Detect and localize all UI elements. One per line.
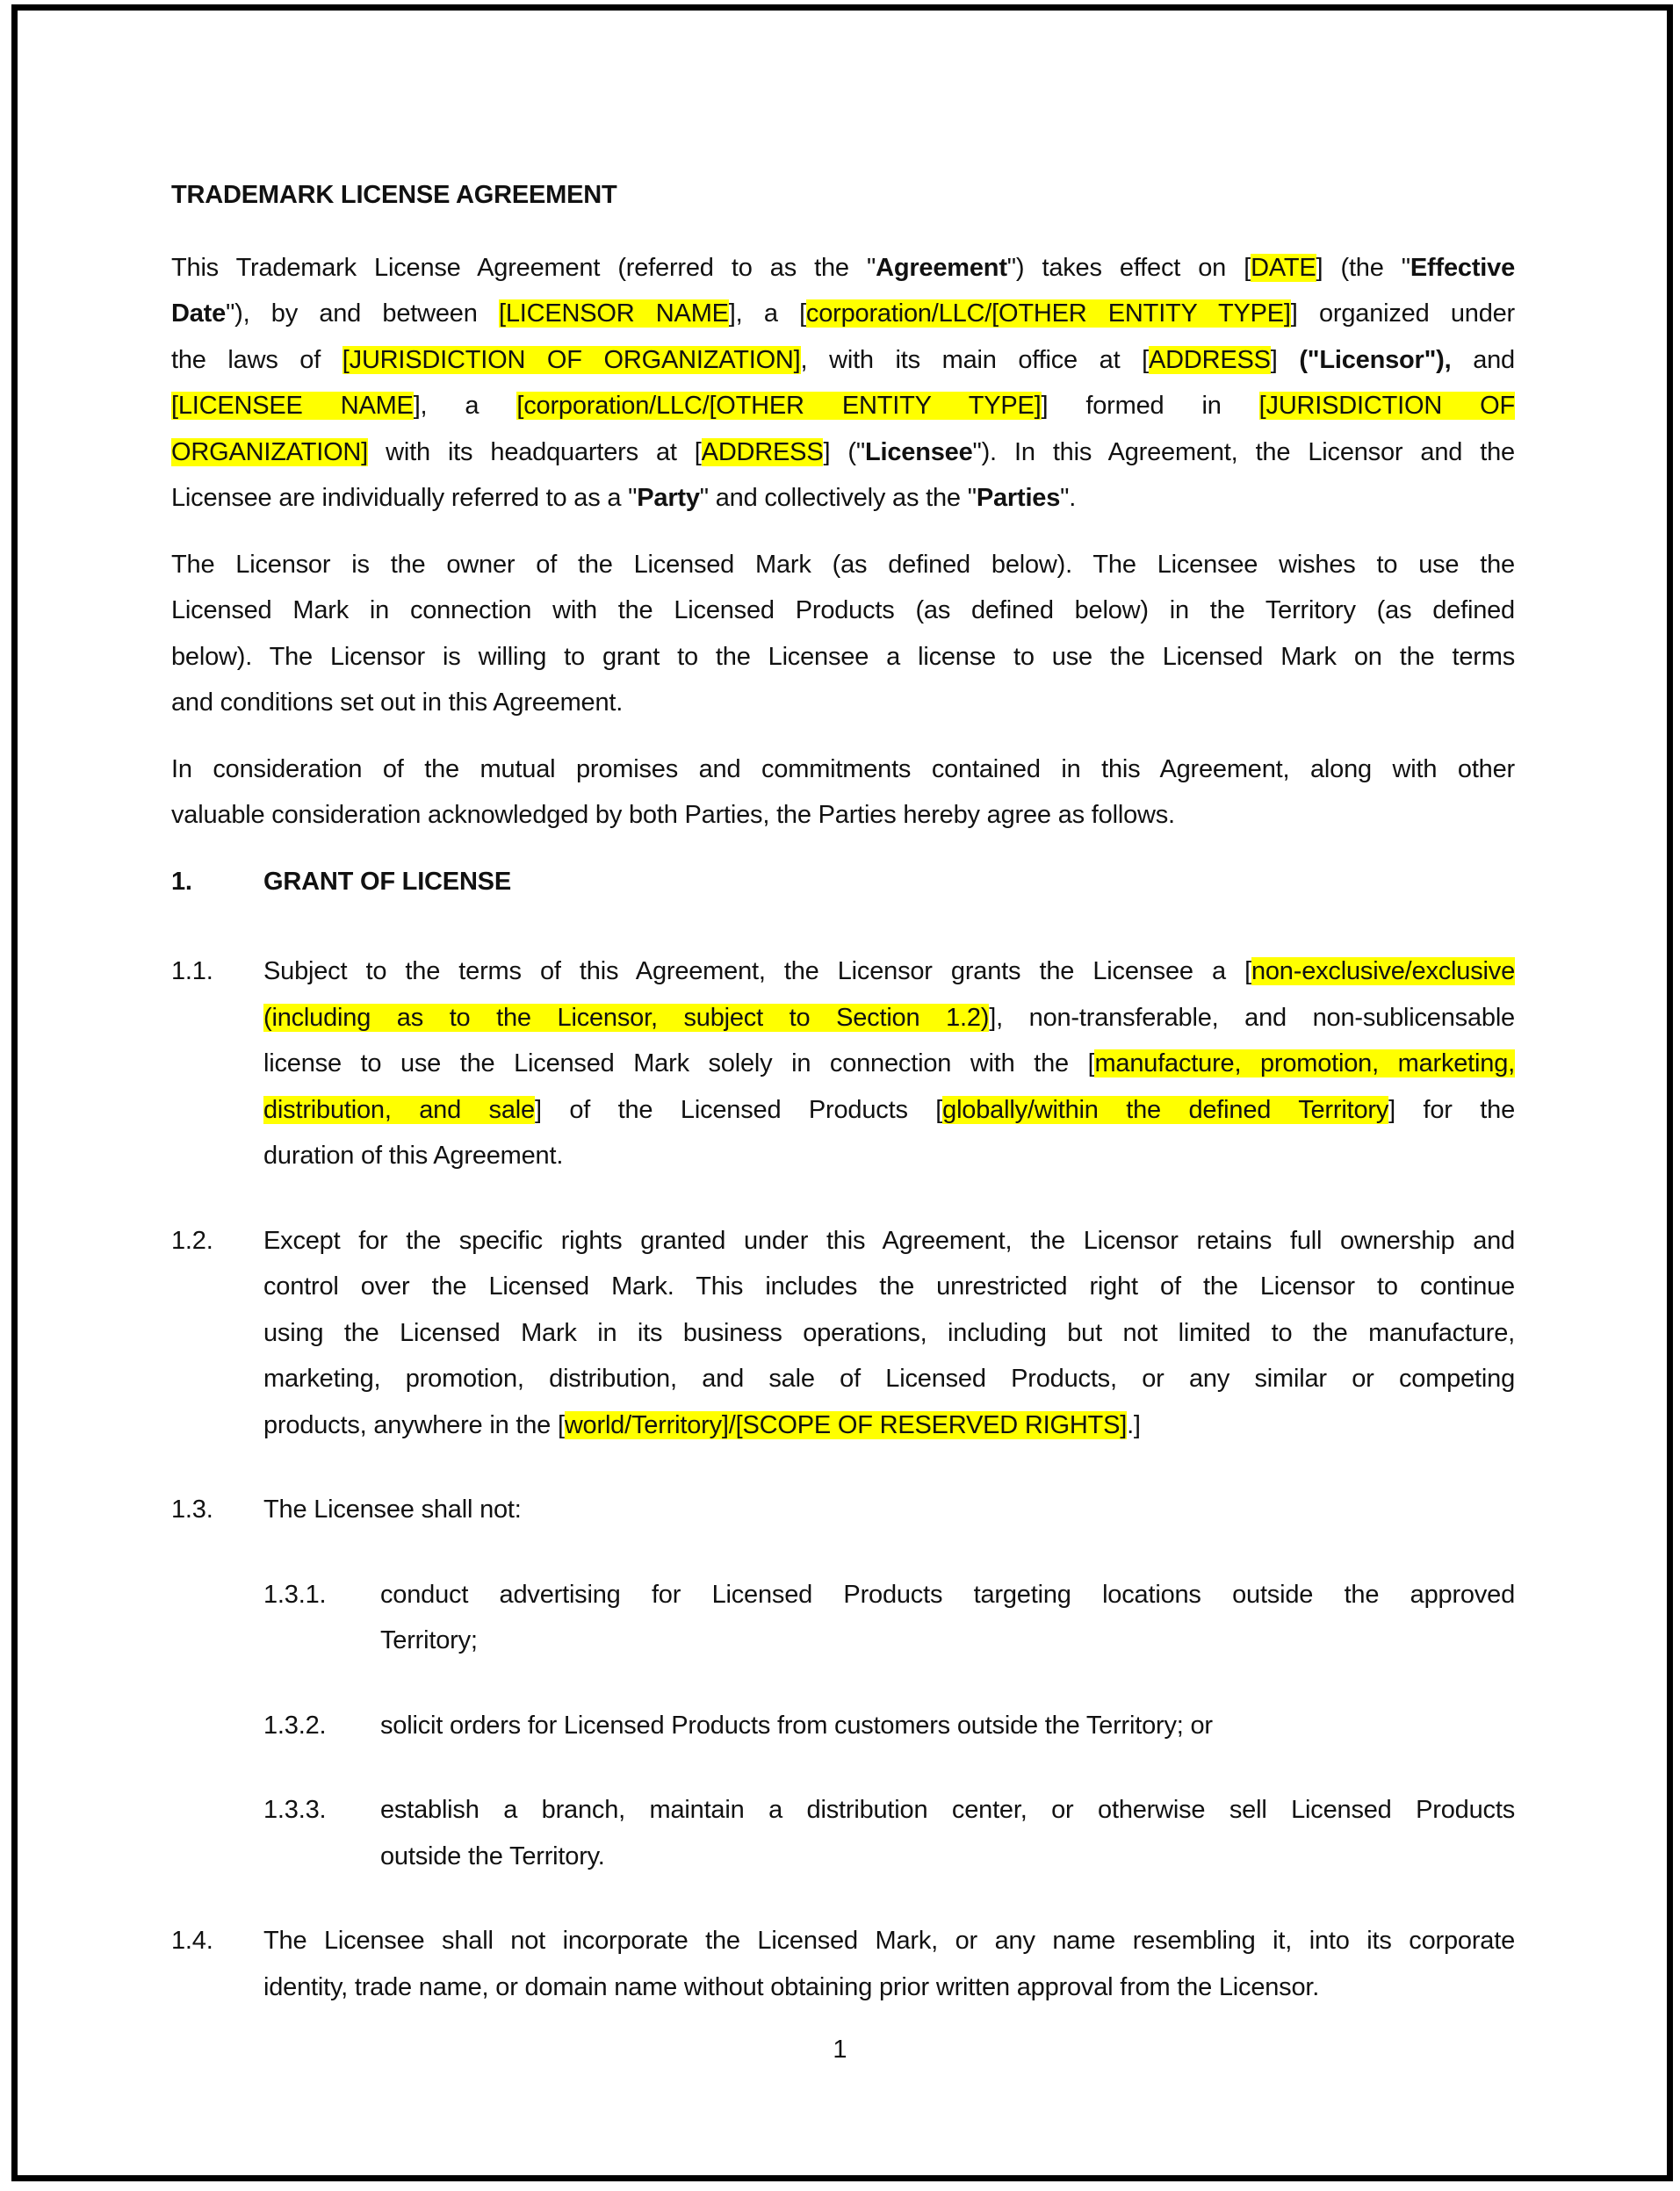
text-run: In consideration of the mutual promises and commitments contained in this Agreement, along with other <box>171 754 1515 783</box>
text-run: Effective <box>1410 253 1515 282</box>
text-line <box>263 1310 1515 1357</box>
clause-number: 1.3. <box>171 1496 213 1524</box>
text-line <box>263 1087 1515 1134</box>
page-number: 1 <box>833 2036 847 2064</box>
text-run: .] <box>1127 1410 1141 1439</box>
clause-number: 1.3.3. <box>263 1796 327 1824</box>
highlighted-placeholder: ADDRESS <box>1148 345 1271 374</box>
clause-1-4 <box>171 1918 1515 2010</box>
text-line <box>171 475 1515 522</box>
text-run: outside the Territory. <box>380 1841 605 1870</box>
text-run: "), by and between <box>226 299 499 328</box>
text-run: ] formed in <box>1041 392 1259 420</box>
highlighted-placeholder: globally/within the defined Territory <box>942 1095 1389 1124</box>
text-line <box>171 634 1515 681</box>
text-line <box>171 245 1515 292</box>
clause-text <box>380 1787 1515 1879</box>
text-line <box>171 792 1515 839</box>
text-run: ") takes effect on [ <box>1006 253 1251 282</box>
text-line <box>171 337 1515 384</box>
text-run: duration of this Agreement. <box>263 1142 564 1170</box>
clause-text <box>263 1218 1515 1449</box>
text-run: Date <box>171 299 227 328</box>
clause-text <box>263 1487 1515 1533</box>
document-blocks <box>171 172 1515 2010</box>
text-run: valuable consideration acknowledged by both Parties, the Parties hereby agree as follows. <box>171 801 1175 829</box>
paragraph <box>171 542 1515 726</box>
text-line <box>263 1264 1515 1310</box>
text-run: the laws of <box>171 345 342 374</box>
text-run: ". <box>1060 484 1077 512</box>
text-line <box>380 1834 1515 1880</box>
clause-number: 1.3.1. <box>263 1580 327 1609</box>
clause-text <box>380 1703 1515 1749</box>
highlighted-placeholder: manufacture, promotion, marketing, <box>1094 1049 1515 1077</box>
paragraph <box>171 245 1515 522</box>
text-run: The Licensee shall not: <box>263 1496 522 1524</box>
clause-text <box>263 859 1515 905</box>
highlighted-placeholder: [LICENSOR NAME <box>498 299 729 328</box>
clause-text <box>263 948 1515 1179</box>
text-run: Territory; <box>380 1626 478 1654</box>
text-line <box>263 1402 1515 1449</box>
text-run: The Licensor is the owner of the Licensed Mark (as defined below). The Licensee wishes to use the <box>171 550 1515 579</box>
clause-1 <box>171 859 1515 905</box>
paragraph <box>171 746 1515 839</box>
text-run: This Trademark License Agreement (referred to as the " <box>171 253 876 282</box>
clause-number: 1.4. <box>171 1927 213 1955</box>
highlighted-placeholder: [JURISDICTION OF ORGANIZATION] <box>342 345 801 374</box>
clause-text <box>380 1572 1515 1664</box>
document-body <box>171 172 1515 2049</box>
text-run: ] for the <box>1388 1095 1515 1124</box>
clause-1-3 <box>171 1487 1515 1533</box>
clause-1-2 <box>171 1218 1515 1449</box>
highlighted-placeholder: non-exclusive/exclusive <box>1251 957 1515 985</box>
text-line <box>171 429 1515 476</box>
text-run: below). The Licensor is willing to grant to the Licensee a license to use the Licensed Mark on the terms <box>171 642 1515 671</box>
text-run: The Licensee shall not incorporate the Licensed Mark, or any name resembling it, into its corporate <box>263 1927 1515 1955</box>
clause-number: 1.3.2. <box>263 1711 327 1740</box>
clause-text <box>263 1918 1515 2010</box>
text-run: ] of the Licensed Products [ <box>534 1095 943 1124</box>
text-line <box>263 1964 1515 2011</box>
highlighted-placeholder: ADDRESS <box>701 437 824 466</box>
text-run: using the Licensed Mark in its business operations, including but not limited to the manufacture, <box>263 1318 1515 1347</box>
text-run: "). In this Agreement, the Licensor and the <box>972 437 1515 466</box>
text-run: Licensee <box>864 437 973 466</box>
clause-1-3-3 <box>263 1787 1515 1879</box>
text-run: TRADEMARK LICENSE AGREEMENT <box>171 181 617 209</box>
text-run: Licensee are individually referred to as a " <box>171 484 638 512</box>
text-run: license to use the Licensed Mark solely in connection with the [ <box>263 1049 1095 1077</box>
clause-number: 1. <box>171 867 192 896</box>
text-line <box>380 1572 1515 1618</box>
text-run: " and collectively as the " <box>699 484 977 512</box>
text-line <box>263 1356 1515 1402</box>
clause-number: 1.1. <box>171 957 213 985</box>
document-title <box>171 172 1515 219</box>
text-line <box>171 172 1515 219</box>
text-line <box>171 383 1515 429</box>
text-run: control over the Licensed Mark. This includes the unrestricted right of the Licensor to continue <box>263 1272 1515 1301</box>
text-line <box>171 587 1515 634</box>
text-run: solicit orders for Licensed Products from customers outside the Territory; or <box>380 1711 1213 1740</box>
text-line <box>263 1487 1515 1533</box>
text-run: ], non-transferable, and non-sublicensable <box>989 1003 1515 1032</box>
clause-1-3-2 <box>263 1703 1515 1749</box>
text-line <box>380 1787 1515 1834</box>
highlighted-placeholder: corporation/LLC/[OTHER ENTITY TYPE] <box>805 299 1291 328</box>
text-line <box>263 995 1515 1041</box>
text-run: , with its main office at [ <box>800 345 1149 374</box>
highlighted-placeholder: [JURISDICTION OF <box>1258 392 1515 420</box>
text-run: marketing, promotion, distribution, and sale of Licensed Products, or any similar or competing <box>263 1365 1515 1393</box>
text-line <box>263 948 1515 995</box>
text-line <box>171 291 1515 337</box>
text-run: and conditions set out in this Agreement. <box>171 688 624 717</box>
text-line <box>380 1618 1515 1664</box>
highlighted-placeholder: distribution, and sale <box>263 1095 535 1124</box>
text-line <box>171 542 1515 588</box>
text-line <box>263 1918 1515 1964</box>
text-line <box>263 859 1515 905</box>
text-run: Subject to the terms of this Agreement, the Licensor grants the Licensee a [ <box>263 957 1251 985</box>
text-run: establish a branch, maintain a distribution center, or otherwise sell Licensed Products <box>380 1796 1515 1824</box>
highlighted-placeholder: [corporation/LLC/[OTHER ENTITY TYPE] <box>516 392 1042 420</box>
text-line <box>171 680 1515 726</box>
text-line <box>263 1041 1515 1087</box>
highlighted-placeholder: [LICENSEE NAME <box>171 392 414 420</box>
text-line <box>263 1218 1515 1265</box>
text-run: ], a <box>413 392 517 420</box>
text-run: ], a [ <box>728 299 806 328</box>
clause-number: 1.2. <box>171 1226 213 1255</box>
text-line <box>380 1703 1515 1749</box>
highlighted-placeholder: world/Territory]/[SCOPE OF RESERVED RIGHTS] <box>564 1410 1128 1439</box>
text-run: products, anywhere in the [ <box>263 1410 565 1439</box>
clause-1-3-1 <box>263 1572 1515 1664</box>
text-run: Parties <box>976 484 1061 512</box>
text-run: Party <box>637 484 700 512</box>
text-run: ] (" <box>823 437 865 466</box>
text-run: ] <box>1270 345 1300 374</box>
text-run: ("Licensor"), <box>1299 345 1452 374</box>
highlighted-placeholder: DATE <box>1251 253 1316 282</box>
text-run: ] (the " <box>1316 253 1410 282</box>
highlighted-placeholder: ORGANIZATION] <box>171 437 369 466</box>
text-run: GRANT OF LICENSE <box>263 867 511 896</box>
text-run: ] organized under <box>1290 299 1515 328</box>
text-run: Except for the specific rights granted under this Agreement, the Licensor retains full ownership and <box>263 1226 1515 1255</box>
text-run: Licensed Mark in connection with the Licensed Products (as defined below) in the Territory (as defined <box>171 596 1515 624</box>
text-line <box>171 746 1515 793</box>
text-line <box>263 1133 1515 1179</box>
text-run: Agreement <box>876 253 1007 282</box>
text-run: with its headquarters at [ <box>368 437 702 466</box>
clause-1-1 <box>171 948 1515 1179</box>
text-run: identity, trade name, or domain name without obtaining prior written approval from the Licensor. <box>263 1972 1320 2001</box>
text-run: and <box>1451 345 1515 374</box>
text-run: conduct advertising for Licensed Products targeting locations outside the approved <box>380 1580 1515 1609</box>
highlighted-placeholder: (including as to the Licensor, subject to Section 1.2) <box>263 1003 990 1032</box>
